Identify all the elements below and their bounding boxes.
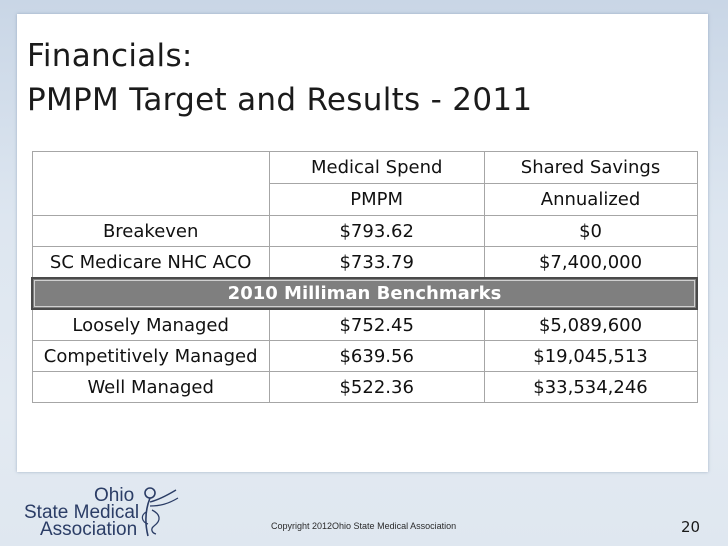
table-header-row-1 xyxy=(32,152,697,184)
row-pmpm: $522.36 xyxy=(269,372,484,403)
benchmark-header-cell xyxy=(32,278,697,309)
page-number: 20 xyxy=(681,518,701,536)
header-pmpm: PMPM xyxy=(269,184,484,216)
row-pmpm: $733.79 xyxy=(269,247,484,279)
row-label: Breakeven xyxy=(32,216,269,247)
table-row xyxy=(32,341,697,372)
header-shared-savings: Shared Savings xyxy=(484,152,697,184)
row-label: Competitively Managed xyxy=(32,341,269,372)
row-pmpm: $639.56 xyxy=(269,341,484,372)
caduceus-figure-icon xyxy=(138,486,182,538)
header-annualized: Annualized xyxy=(484,184,697,216)
table-row xyxy=(32,309,697,341)
row-label: Well Managed xyxy=(32,372,269,403)
osma-logo xyxy=(22,482,192,542)
row-savings: $19,045,513 xyxy=(484,341,697,372)
row-label: Loosely Managed xyxy=(32,309,269,341)
row-savings: $5,089,600 xyxy=(484,309,697,341)
table-row xyxy=(32,372,697,403)
logo-text-ohio: Ohio xyxy=(94,485,135,506)
benchmark-header-row xyxy=(32,278,697,309)
title-line-1: Financials: xyxy=(27,38,193,74)
row-savings: $0 xyxy=(484,216,697,247)
footer-copyright: Copyright 2012Ohio State Medical Association xyxy=(271,521,457,531)
row-savings: $7,400,000 xyxy=(484,247,697,279)
benchmark-label: 2010 Milliman Benchmarks xyxy=(34,280,695,307)
title-line-2: PMPM Target and Results - 2011 xyxy=(27,82,533,118)
logo-text-association: Association xyxy=(40,519,138,540)
row-pmpm: $752.45 xyxy=(269,309,484,341)
financials-table xyxy=(31,151,698,403)
header-medical-spend: Medical Spend xyxy=(269,152,484,184)
row-label: SC Medicare NHC ACO xyxy=(32,247,269,279)
slide-title xyxy=(27,34,532,122)
row-savings: $33,534,246 xyxy=(484,372,697,403)
table-row xyxy=(32,216,697,247)
table-row xyxy=(32,247,697,279)
row-pmpm: $793.62 xyxy=(269,216,484,247)
header-empty-cell xyxy=(32,152,269,216)
logo-text-state-medical: State Medical xyxy=(24,502,140,523)
